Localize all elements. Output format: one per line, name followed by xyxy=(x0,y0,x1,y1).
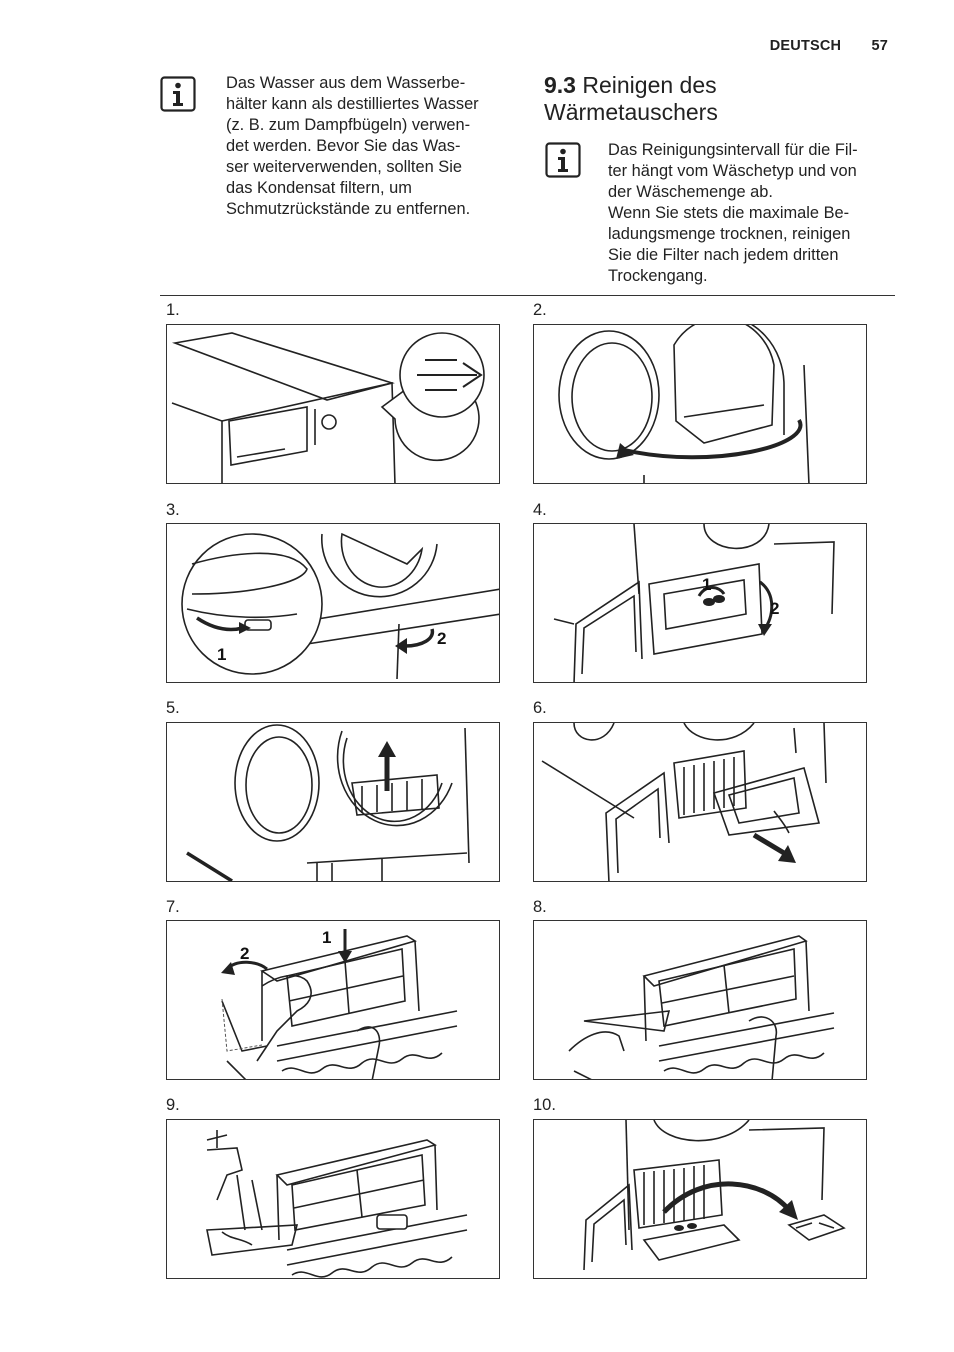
step-label-2: 2. xyxy=(533,301,547,319)
open-door-illustration xyxy=(534,325,867,484)
dryer-water-container-illustration xyxy=(167,325,500,484)
illustration-step-1 xyxy=(166,324,500,484)
illustration-step-10 xyxy=(533,1119,867,1279)
illustration-step-7 xyxy=(166,920,500,1080)
step-label-7: 7. xyxy=(166,898,180,916)
callout-2: 2 xyxy=(240,944,250,963)
illustration-step-6 xyxy=(533,722,867,882)
door-lever-illustration xyxy=(167,524,500,683)
header-language: DEUTSCH xyxy=(769,38,842,54)
info-icon xyxy=(160,76,196,112)
callout-1: 1 xyxy=(217,645,227,664)
callout-1: 1 xyxy=(322,928,332,947)
callout-2: 2 xyxy=(770,599,780,618)
reinsert-filter-illustration xyxy=(534,1120,867,1279)
section-divider xyxy=(160,295,895,296)
illustration-step-9 xyxy=(166,1119,500,1279)
open-filter-illustration xyxy=(167,921,500,1080)
illustration-step-3 xyxy=(166,523,500,683)
pull-out-filter-illustration xyxy=(534,723,867,882)
info-icon xyxy=(545,142,581,178)
illustration-step-8 xyxy=(533,920,867,1080)
take-out-filter-illustration xyxy=(534,921,867,1080)
rinse-filter-illustration xyxy=(167,1120,500,1279)
step-label-10: 10. xyxy=(533,1096,556,1114)
remove-filter-illustration xyxy=(167,723,500,882)
step-label-8: 8. xyxy=(533,898,547,916)
section-title: 9.3 Reinigen des Wärmetauschers xyxy=(544,72,718,125)
section-number: 9.3 xyxy=(544,72,576,98)
step-label-9: 9. xyxy=(166,1096,180,1114)
page-header xyxy=(770,38,888,54)
open-hatch-illustration xyxy=(534,524,867,683)
illustration-step-2 xyxy=(533,324,867,484)
illustration-step-4 xyxy=(533,523,867,683)
info-note-text-2: Das Reinigungsintervall für die Fil- ter hängt vom Wäschetyp und von der Wäschemenge ab. Wenn Sie stets die maximale Be- ladungsmenge trocknen, reinigen Sie die Filter nach jedem dritten Trockengang. xyxy=(608,141,858,285)
callout-1: 1 xyxy=(702,575,712,594)
step-label-4: 4. xyxy=(533,501,547,519)
illustration-step-5 xyxy=(166,722,500,882)
info-note-text-1: Das Wasser aus dem Wasserbe- hälter kann als destilliertes Wasser (z. B. zum Dampfbügeln) verwen- det werden. Bevor Sie das Was- ser weiterverwenden, sollten Sie das Kondensat filtern, um Schmutzrückstände zu entfernen. xyxy=(226,74,479,218)
step-label-3: 3. xyxy=(166,501,180,519)
page-number: 57 xyxy=(871,38,888,54)
step-label-5: 5. xyxy=(166,699,180,717)
step-label-1: 1. xyxy=(166,301,180,319)
step-label-6: 6. xyxy=(533,699,547,717)
callout-2: 2 xyxy=(437,629,447,648)
